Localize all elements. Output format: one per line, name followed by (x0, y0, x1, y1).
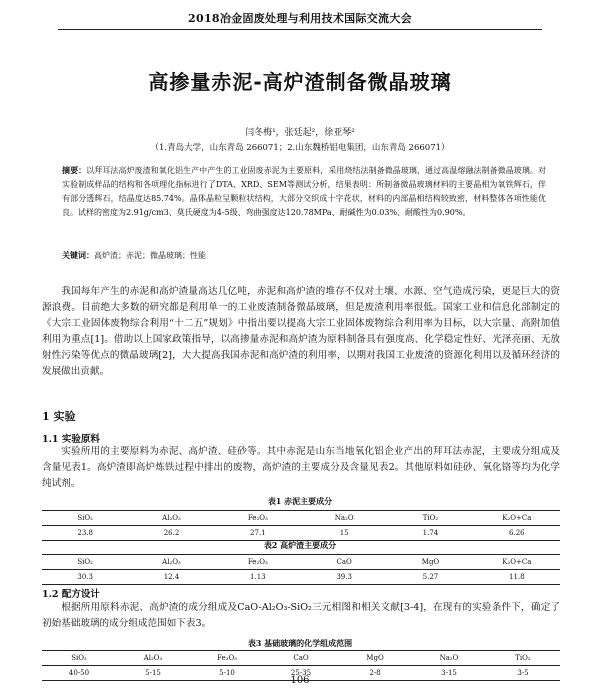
table1-caption: 表1 赤泥主要成分 (267, 496, 333, 506)
table1-cell: 6.26 (509, 529, 525, 537)
table2-header-cell: Fe₂O₃ (247, 558, 268, 566)
table2-cell: 5.27 (422, 573, 439, 581)
subsection-heading-formula: 1.2 配方设计 (42, 589, 100, 600)
table3-header-cell: Al₂O₃ (143, 654, 163, 662)
table3-header-cell: SiO₂ (71, 654, 87, 662)
table3-cell: 2-8 (369, 669, 381, 677)
table3-cell: 40-50 (68, 669, 90, 677)
table1-header-cell: K₂O+Ca (502, 514, 532, 522)
author-list: 闫冬梅¹，张廷起²，徐亚琴² (245, 128, 355, 138)
table1-header-cell: TiO₂ (422, 514, 439, 522)
table2-caption: 表2 高炉渣主要成分 (263, 540, 337, 550)
affiliation: （1.青岛大学，山东青岛 266071；2.山东魏桥铝电集团，山东青岛 266071） (150, 143, 450, 153)
table2-cell: 30.3 (77, 573, 93, 581)
table1-cell: 15 (339, 529, 349, 537)
table3-header-cell: Fe₂O₃ (217, 654, 237, 662)
keywords-label: 关键词： (62, 250, 94, 260)
table1-cell: 27.1 (250, 529, 266, 537)
paper-title: 高掺量赤泥-高炉渣制备微晶玻璃 (148, 70, 452, 94)
table1-cell: 1.74 (422, 529, 439, 537)
table3-caption: 表3 基础玻璃的化学组成范围 (247, 638, 353, 648)
intro-paragraph: 我国每年产生的赤泥和高炉渣量高达几亿吨，赤泥和高炉渣的堆存不仅对土壤、水源、空气造成污染，更是巨大的资源浪费。目前绝大多数的研究都是利用单一的工业废渣制备微晶玻璃，但是废渣利用率很低。国家工业和信息化部制定的《大宗工业固体废物综合利用“十二五”规划》中指出要以提高大宗工业固体废物综合利用率为目标，以大宗量、高附加值利用为重点[1]。借助以上国家政策指导，以高掺量赤泥和高炉渣为原料制备具有强度高、化学稳定性好、光泽亮丽、无放射性污染等优点的微晶玻璃[2]，大大提高我国赤泥和高炉渣的利用率，以期对我国工业废渣的资源化利用以及循环经济的发展做出贡献。 (42, 286, 560, 377)
table3-header-cell: MgO (366, 654, 384, 662)
abstract-label: 摘要： (62, 165, 87, 175)
section-heading-experiment: 1 实验 (42, 410, 76, 423)
table3-header-cell: CaO (293, 654, 309, 662)
table1-red-mud-composition (42, 510, 560, 541)
table1-data-row (42, 526, 560, 541)
abstract-block (62, 163, 546, 220)
table1-cell: 23.8 (77, 529, 93, 537)
table2-cell: 39.3 (336, 573, 352, 581)
table2-header-cell: K₂O+Ca (502, 558, 532, 566)
table3-header-cell: TiO₂ (515, 654, 531, 662)
subsection-heading-materials: 1.1 实验原料 (42, 434, 100, 445)
table2-cell: 1.13 (250, 573, 266, 581)
table1-header-cell: Na₂O (334, 514, 354, 522)
abstract-text: 以拜耳法高炉废渣和氧化铝生产中产生的工业固废赤泥为主要原料，采用烧结法制备微晶玻璃，通过高温熔融法制备微晶玻璃。对实验制成样品的结构和各项理化指标进行了DTA、XRD、SEM等测试分析，结果表明：所制备微晶玻璃材料的主要晶相为氧铁辉石，伴有部分透辉石，结晶度达85.74%。晶体晶粒呈颗粒状结构，大部分交织成十字花状，材料的内部晶相结构较致密，材料整体各项性能优良。试样的密度为2.91g/cm3、莫氏硬度为4-5级、弯曲强度达120.78MPa、耐碱性为0.03%、耐酸性为0.90%。 (62, 166, 546, 217)
table1-cell: 26.2 (163, 529, 180, 537)
table3-cell: 25-35 (290, 669, 312, 677)
table3-cell: 3-5 (517, 669, 529, 677)
formula-paragraph: 根据所用原料赤泥、高炉渣的成分组成及CaO-Al₂O₃-SiO₂三元相图和相关文献[3-4]，在现有的实验条件下，确定了初始基础玻璃的成分组成范围如下表3。 (42, 602, 560, 629)
table2-header-cell: SiO₂ (77, 558, 93, 566)
materials-paragraph: 实验所用的主要原料为赤泥、高炉渣、硅砂等。其中赤泥是山东当地氧化铝企业产出的拜耳法赤泥，主要成分组成及含量见表1。高炉渣即高炉炼铁过程中排出的废物，高炉渣的主要成分及含量见表2。其他原料如硅砂、氧化铬等均为化学纯试剂。 (42, 446, 560, 489)
table1-header-row (42, 511, 560, 526)
table3-cell: 5-15 (145, 669, 161, 677)
keywords-block (62, 250, 546, 261)
table3-cell: 3-15 (441, 669, 457, 677)
page-number: 106 (290, 675, 310, 686)
table2-data-row (42, 570, 560, 585)
table2-header-cell: CaO (336, 558, 352, 566)
table2-header-cell: Al₂O₃ (162, 558, 181, 566)
table2-header-cell: MgO (421, 558, 440, 566)
table3-header-row (42, 651, 560, 666)
keywords-text: 高炉渣；赤泥；微晶玻璃；性能 (94, 251, 206, 260)
table3-cell: 5-10 (219, 669, 235, 677)
table2-header-row (42, 555, 560, 570)
running-header: 2018冶金固废处理与利用技术国际交流大会 (58, 10, 542, 30)
table2-cell: 12.4 (163, 573, 180, 581)
table3-header-cell: Na₂O (439, 654, 459, 662)
table2-cell: 11.8 (509, 573, 525, 581)
table1-header-cell: Fe₂O₃ (247, 514, 268, 522)
table1-header-cell: Al₂O₃ (162, 514, 181, 522)
table2-slag-composition (42, 554, 560, 585)
table1-header-cell: SiO₂ (77, 514, 93, 522)
